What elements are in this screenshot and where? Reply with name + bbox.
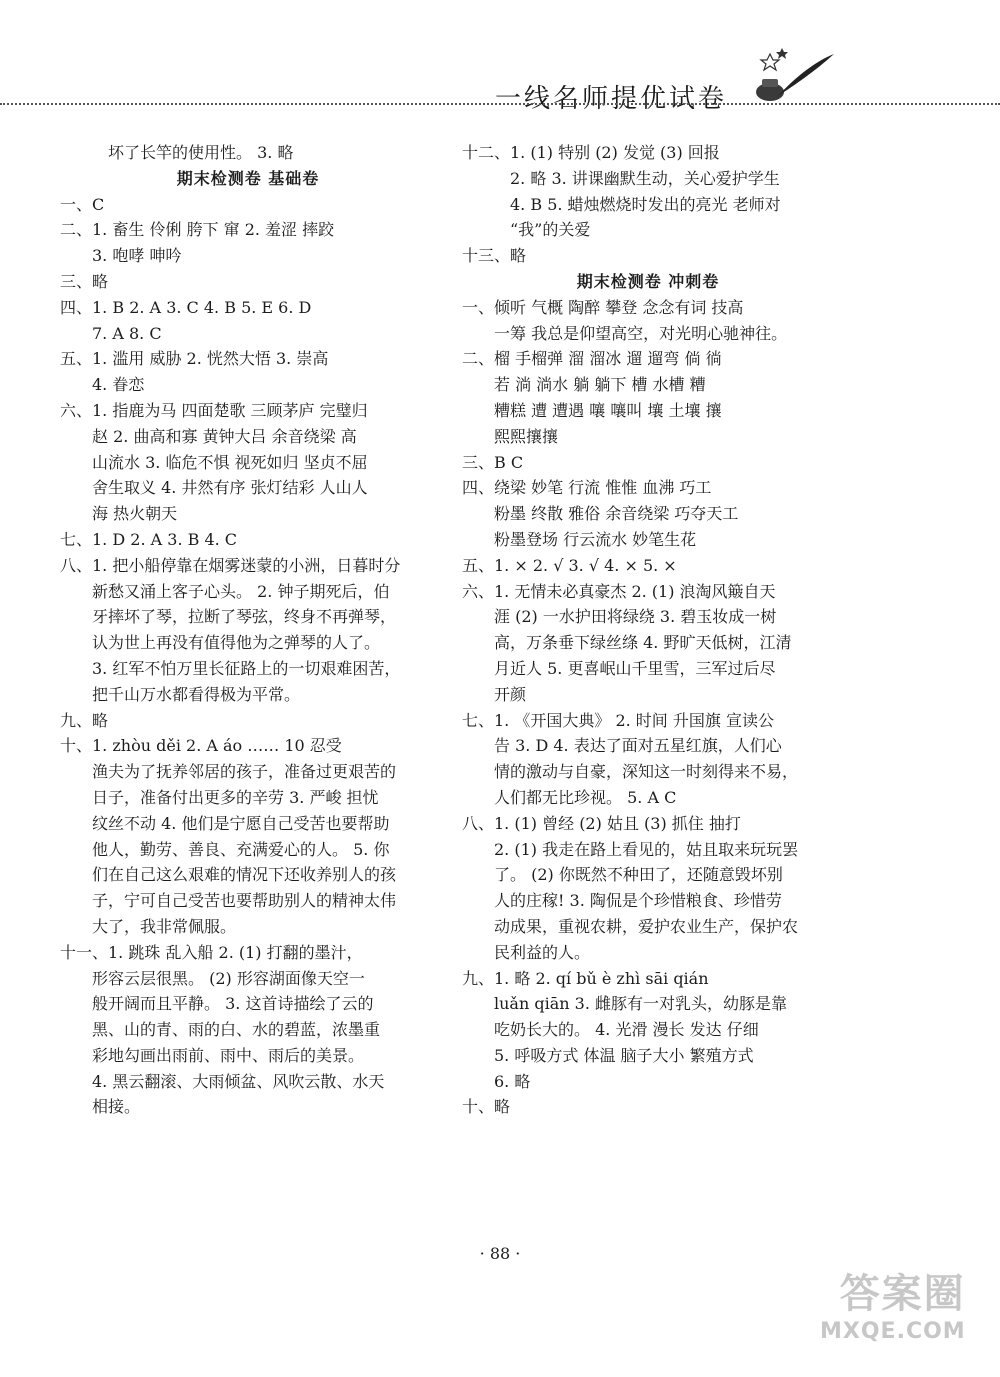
answer-line xyxy=(60,166,436,192)
answer-line xyxy=(462,1043,834,1069)
answer-text: 情的激动与自豪，深知这一时刻得来不易， xyxy=(494,762,799,782)
answer-line xyxy=(462,940,834,966)
answer-line xyxy=(462,604,834,630)
answer-line xyxy=(462,166,834,192)
answer-text: 粉墨 终散 雅俗 余音绕梁 巧夺天工 xyxy=(494,504,739,524)
answer-line xyxy=(60,811,436,837)
answer-line xyxy=(462,346,834,372)
answer-text: 告 3. D 4. 表达了面对五星红旗，人们心 xyxy=(494,736,782,756)
answer-text: 吃奶长大的。 4. 光滑 漫长 发达 仔细 xyxy=(494,1020,759,1040)
answer-line xyxy=(60,1043,436,1069)
answer-text: 认为世上再没有值得他为之弹琴的人了。 xyxy=(92,633,381,653)
answer-line xyxy=(60,888,436,914)
answer-text: 民利益的人。 xyxy=(494,942,591,962)
answer-line xyxy=(462,475,834,501)
answer-text: 2. (1) 我走在路上看见的，姑且取来玩玩罢 xyxy=(494,839,799,859)
answer-line xyxy=(462,630,834,656)
answer-line xyxy=(462,192,834,218)
answer-line xyxy=(60,295,436,321)
answer-line xyxy=(462,1094,834,1120)
answer-text: 子，宁可自己受苦也要帮助别人的精神太伟 xyxy=(92,891,397,911)
answer-text: 牙摔坏了琴，拉断了琴弦，终身不再弹琴， xyxy=(92,607,397,627)
answer-line xyxy=(60,991,436,1017)
answer-line xyxy=(462,450,834,476)
answer-line xyxy=(462,837,834,863)
answer-line xyxy=(60,940,436,966)
answer-text: 熙熙攘攘 xyxy=(494,426,559,446)
answer-line xyxy=(462,527,834,553)
answer-line xyxy=(462,579,834,605)
answer-text: 3. 咆哮 呻吟 xyxy=(92,246,182,266)
answer-line xyxy=(462,501,834,527)
answer-line xyxy=(60,450,436,476)
header-divider xyxy=(0,103,1000,105)
answer-line xyxy=(60,1017,436,1043)
answer-text: 彩地勾画出雨前、雨中、雨后的美景。 xyxy=(92,1045,365,1065)
answer-text: 糟糕 遭 遭遇 嚷 嚷叫 壤 土壤 攘 xyxy=(494,400,722,420)
answer-line xyxy=(462,321,834,347)
answer-text: 日子，准备付出更多的辛劳 3. 严峻 担忧 xyxy=(92,787,379,807)
answer-text: 3. 红军不怕万里长征路上的一切艰难困苦， xyxy=(92,658,401,678)
answer-text: 六、1. 无情未必真豪杰 2. (1) 浪淘风簸自天 xyxy=(462,581,776,601)
answer-text: 五、1. × 2. √ 3. √ 4. × 5. × xyxy=(462,555,677,575)
answer-text: 十二、1. (1) 特别 (2) 发觉 (3) 回报 xyxy=(462,143,720,162)
answer-text: 了。 (2) 你既然不种田了，还随意毁坏别 xyxy=(494,865,783,885)
answer-line xyxy=(462,1017,834,1043)
answer-text: 赵 2. 曲高和寡 黄钟大吕 余音绕梁 高 xyxy=(92,426,357,446)
answer-text: 山流水 3. 临危不惧 视死如归 坚贞不屈 xyxy=(92,452,368,472)
answer-text: 六、1. 指鹿为马 四面楚歌 三顾茅庐 完璧归 xyxy=(60,400,368,420)
answer-text: 涯 (2) 一水护田将绿绕 3. 碧玉妆成一树 xyxy=(494,607,777,627)
answer-line xyxy=(462,966,834,992)
answer-text: 般开阔而且平静。 3. 这首诗描绘了云的 xyxy=(92,994,374,1014)
answer-text: 十、略 xyxy=(462,1097,511,1117)
answer-line xyxy=(462,914,834,940)
answer-line xyxy=(462,1069,834,1095)
answer-text: “我”的关爱 xyxy=(510,220,591,240)
answer-text: 开颜 xyxy=(494,684,527,704)
answer-text: 期末检测卷 冲刺卷 xyxy=(576,271,720,291)
answer-text: 四、1. B 2. A 3. C 4. B 5. E 6. D xyxy=(60,297,312,317)
answer-text: 7. A 8. C xyxy=(92,323,162,343)
answer-text: 四、绕梁 妙笔 行流 惟惟 血沸 巧工 xyxy=(462,478,712,498)
answer-line xyxy=(462,217,834,243)
answer-text: 九、略 xyxy=(60,710,109,730)
answer-line xyxy=(462,656,834,682)
answer-line xyxy=(60,192,436,218)
answer-line xyxy=(60,708,436,734)
answer-line xyxy=(60,140,436,166)
answer-line xyxy=(60,321,436,347)
answer-line xyxy=(60,759,436,785)
answer-text: 八、1. (1) 曾经 (2) 姑且 (3) 抓住 抽打 xyxy=(462,813,741,833)
answer-line xyxy=(462,140,834,166)
answer-line xyxy=(60,269,436,295)
answer-line xyxy=(60,346,436,372)
answer-text: 一、倾听 气概 陶醉 攀登 念念有词 技高 xyxy=(462,297,744,317)
answer-text: 一筹 我总是仰望高空，对光明心驰神往。 xyxy=(494,323,788,343)
answer-text: 若 淌 淌水 躺 躺下 槽 水槽 糟 xyxy=(494,375,706,395)
answer-line xyxy=(462,553,834,579)
answer-text: 三、略 xyxy=(60,271,109,291)
answer-text: 坏了长竿的使用性。 3. 略 xyxy=(108,143,294,162)
answer-text: 三、B C xyxy=(462,452,524,472)
answer-text: 4. 黑云翻滚、大雨倾盆、风吹云散、水天 xyxy=(92,1071,385,1091)
answer-text: luǎn qiān 3. 雌豚有一对乳头，幼豚是靠 xyxy=(494,994,787,1014)
answer-text: 2. 略 3. 讲课幽默生动，关心爱护学生 xyxy=(510,168,780,188)
answer-text: 新愁又涌上客子心头。 2. 钟子期死后，伯 xyxy=(92,581,390,601)
answer-line xyxy=(462,295,834,321)
answer-line xyxy=(60,527,436,553)
answer-text: 七、1. 《开国大典》 2. 时间 升国旗 宣读公 xyxy=(462,710,774,730)
answer-line xyxy=(462,888,834,914)
answer-text: 一、C xyxy=(60,194,105,214)
answer-text: 九、1. 略 2. qí bǔ è zhì sāi qián xyxy=(462,968,709,988)
answer-text: 八、1. 把小船停靠在烟雾迷蒙的小洲，日暮时分 xyxy=(60,555,401,575)
answer-line xyxy=(462,243,834,269)
answer-text: 5. 呼吸方式 体温 脑子大小 繁殖方式 xyxy=(494,1045,754,1065)
answer-text: 人的庄稼! 3. 陶侃是个珍惜粮食、珍惜劳 xyxy=(494,891,782,911)
answer-text: 形容云层很黑。 (2) 形容湖面像天空一 xyxy=(92,968,365,988)
answer-line xyxy=(462,733,834,759)
watermark-logo: 答案圈 xyxy=(839,1271,966,1317)
answer-text: 他人，勤劳、善良、充满爱心的人。 5. 你 xyxy=(92,839,390,859)
answer-line xyxy=(462,862,834,888)
answer-text: 海 热火朝天 xyxy=(92,504,178,524)
answer-text: 人们都无比珍视。 5. A C xyxy=(494,787,677,807)
answer-line xyxy=(60,243,436,269)
answer-line xyxy=(60,217,436,243)
left-column xyxy=(60,140,436,1120)
answer-text: 期末检测卷 基础卷 xyxy=(176,168,320,188)
answer-line xyxy=(60,1094,436,1120)
answer-text: 十一、1. 跳珠 乱入船 2. (1) 打翻的墨汁， xyxy=(60,942,363,962)
answer-line xyxy=(60,966,436,992)
answer-line xyxy=(60,475,436,501)
answer-line xyxy=(60,398,436,424)
answer-line xyxy=(60,914,436,940)
answer-text: 高，万条垂下绿丝绦 4. 野旷天低树，江清 xyxy=(494,633,792,653)
answer-text: 动成果，重视农耕，爱护农业生产，保护农 xyxy=(494,916,799,936)
answer-line xyxy=(60,424,436,450)
answer-text: 6. 略 xyxy=(494,1071,531,1091)
answer-line xyxy=(60,553,436,579)
answer-text: 4. B 5. 蜡烛燃烧时发出的亮光 老师对 xyxy=(510,194,781,214)
answer-line xyxy=(462,372,834,398)
answer-text: 五、1. 滥用 威胁 2. 恍然大悟 3. 崇高 xyxy=(60,349,329,369)
answer-text: 大了，我非常佩服。 xyxy=(92,916,237,936)
answer-text: 渔夫为了抚养邻居的孩子，准备过更艰苦的 xyxy=(92,762,397,782)
answer-line xyxy=(60,630,436,656)
answer-text: 把千山万水都看得极为平常。 xyxy=(92,684,301,704)
answer-text: 纹丝不动 4. 他们是宁愿自己受苦也要帮助 xyxy=(92,813,390,833)
answer-text: 相接。 xyxy=(92,1097,141,1117)
watermark-url: MXQE.COM xyxy=(820,1319,966,1344)
answer-line xyxy=(60,501,436,527)
answer-line xyxy=(60,656,436,682)
answer-text: 七、1. D 2. A 3. B 4. C xyxy=(60,529,238,549)
quill-inkwell-icon xyxy=(748,46,838,108)
answer-line xyxy=(60,682,436,708)
answer-text: 月近人 5. 更喜岷山千里雪，三军过后尽 xyxy=(494,658,776,678)
answer-text: 二、1. 畜生 伶俐 胯下 窜 2. 羞涩 摔跤 xyxy=(60,220,335,240)
answer-text: 舍生取义 4. 井然有序 张灯结彩 人山人 xyxy=(92,478,368,498)
answer-line xyxy=(60,837,436,863)
answer-line xyxy=(60,862,436,888)
answer-line xyxy=(462,398,834,424)
answer-line xyxy=(60,733,436,759)
answer-text: 4. 眷恋 xyxy=(92,375,145,395)
answer-text: 十三、略 xyxy=(462,246,527,266)
answer-line xyxy=(462,269,834,295)
right-column xyxy=(462,140,834,1120)
header-title: 一线名师提优试卷 xyxy=(495,84,728,114)
answer-line xyxy=(462,424,834,450)
answer-line xyxy=(462,991,834,1017)
answer-line xyxy=(462,811,834,837)
watermark xyxy=(820,1262,966,1344)
answer-line xyxy=(60,604,436,630)
answer-line xyxy=(462,785,834,811)
page-number: · 88 · xyxy=(479,1244,521,1263)
answer-text: 粉墨登场 行云流水 妙笔生花 xyxy=(494,529,697,549)
answer-line xyxy=(60,1069,436,1095)
answer-line xyxy=(60,372,436,398)
answer-line xyxy=(462,708,834,734)
answer-line xyxy=(60,579,436,605)
answer-text: 们在自己这么艰难的情况下还收养别人的孩 xyxy=(92,865,397,885)
answer-text: 黑、山的青、雨的白、水的碧蓝，浓墨重 xyxy=(92,1020,381,1040)
answer-line xyxy=(462,682,834,708)
answer-line xyxy=(60,785,436,811)
answer-line xyxy=(462,759,834,785)
answer-text: 二、榴 手榴弹 溜 溜冰 遛 遛弯 倘 徜 xyxy=(462,349,722,369)
answer-text: 十、1. zhòu děi 2. A áo …… 10 忍受 xyxy=(60,736,342,756)
